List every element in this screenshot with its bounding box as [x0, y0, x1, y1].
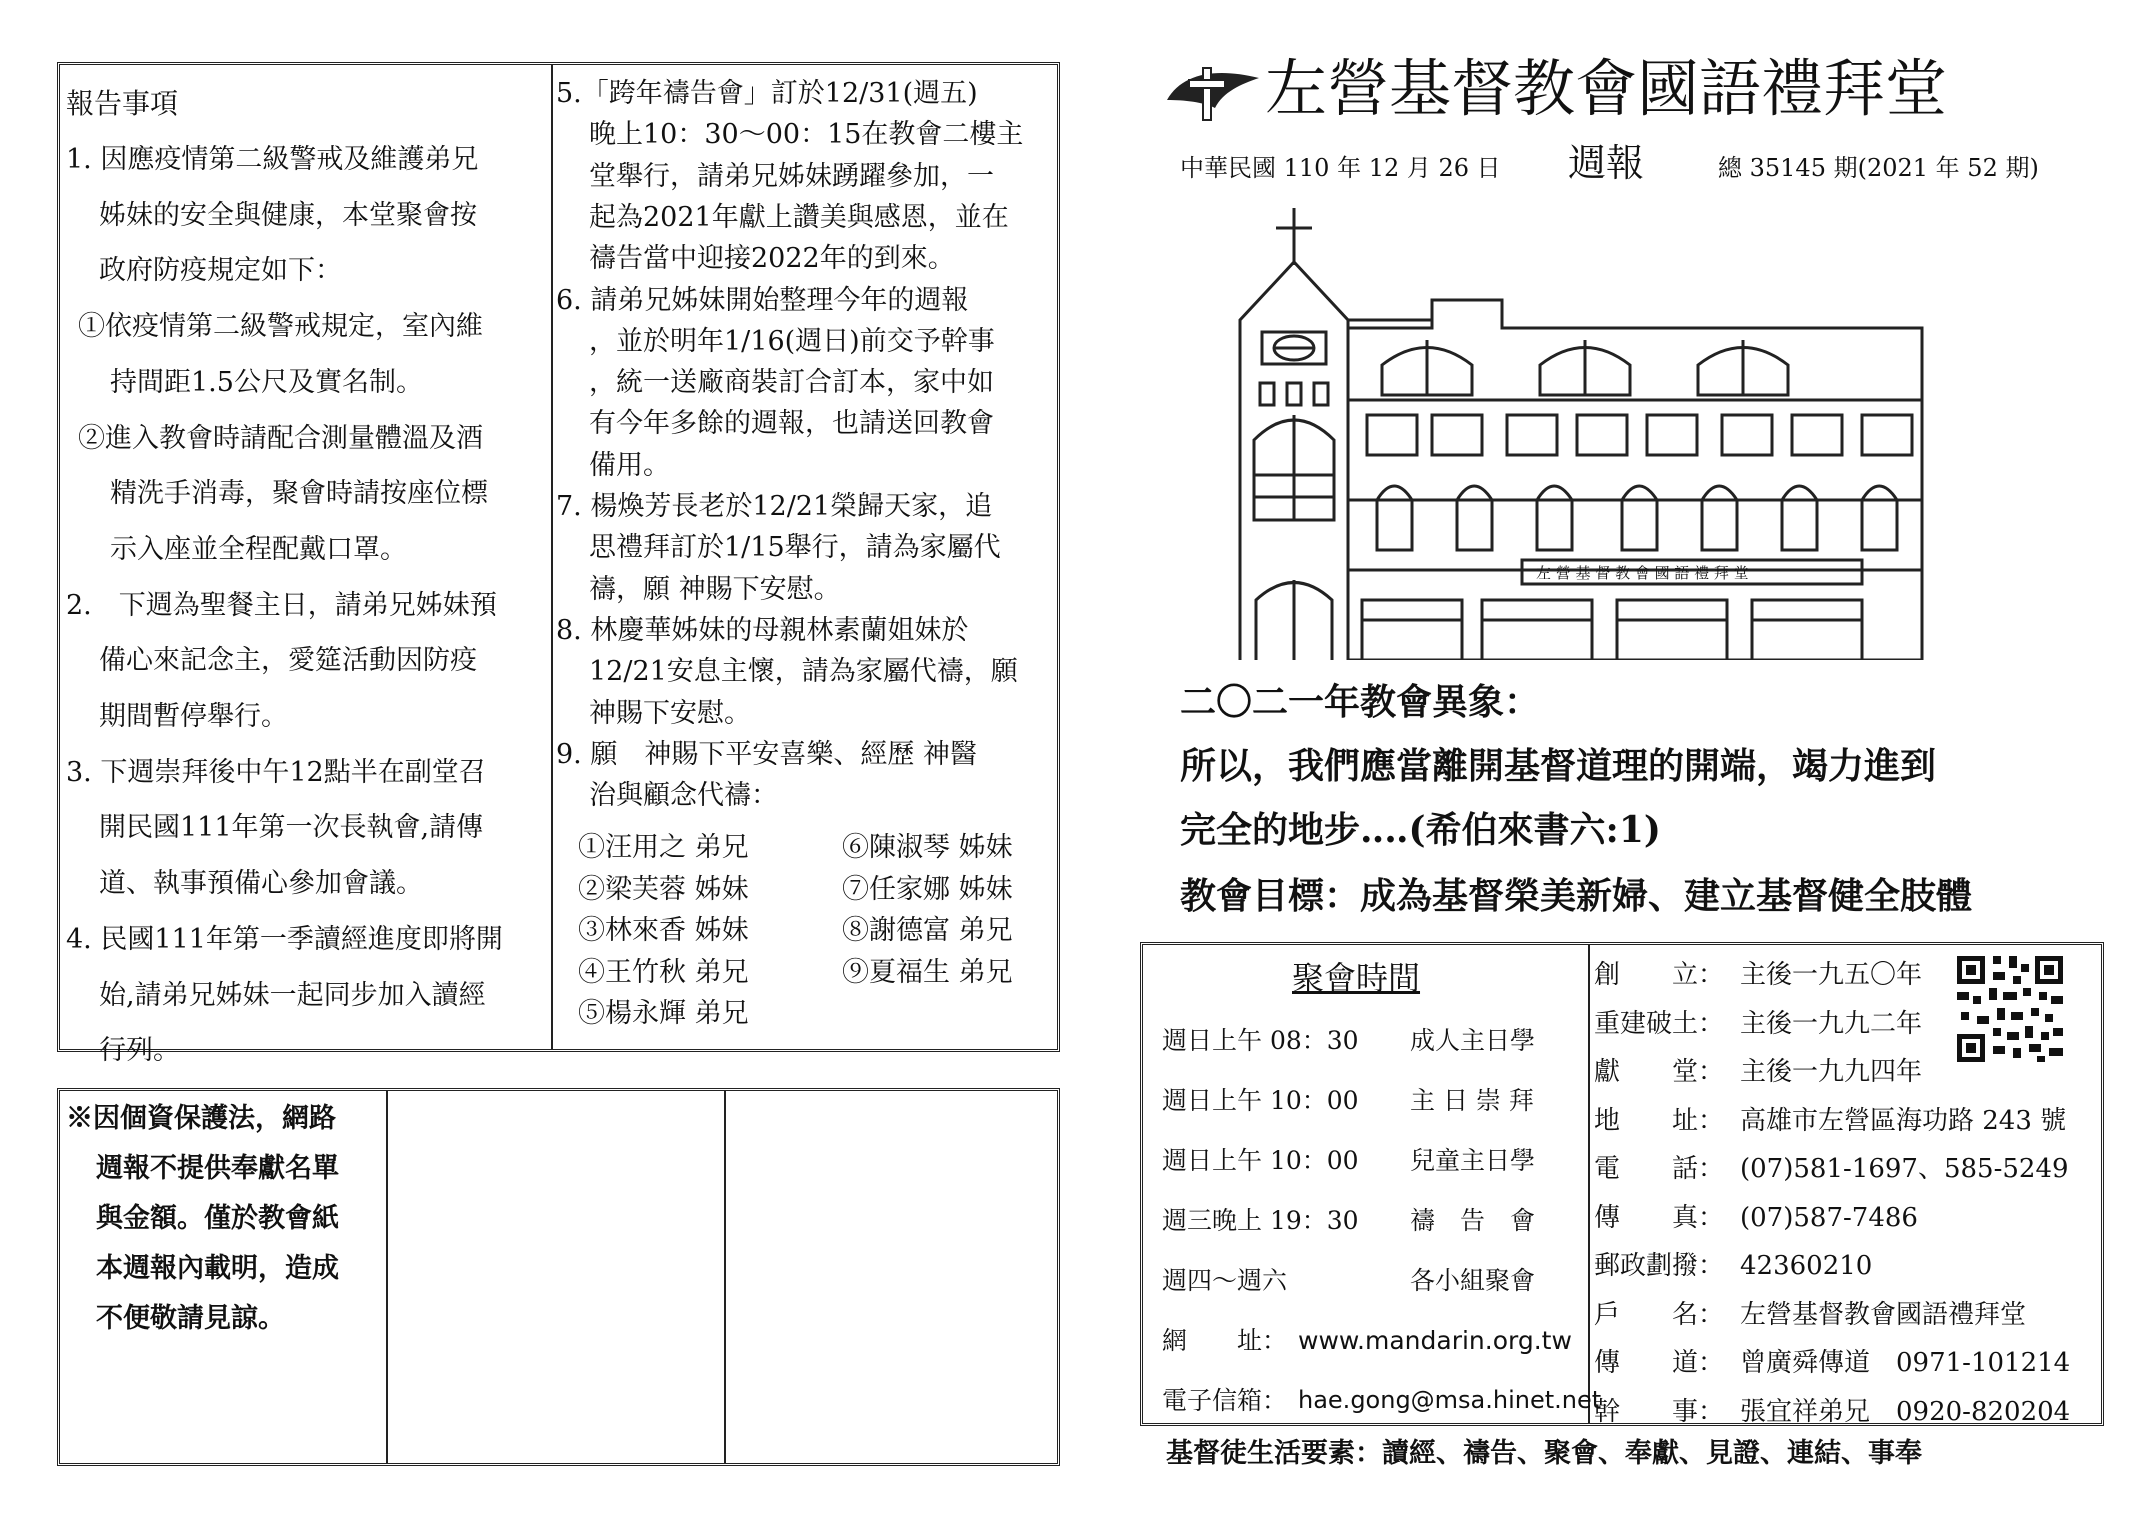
info-value: 高雄市左營區海功路 243 號 — [1740, 1105, 2067, 1136]
meeting-name: 主 日 崇 拜 — [1410, 1086, 1534, 1115]
announcement-line: 6. 請弟兄姊妹開始整理今年的週報 — [556, 284, 969, 316]
email-link[interactable]: hae.gong@msa.hinet.net — [1298, 1386, 1602, 1414]
info-value: 主後一九九二年 — [1740, 1008, 1923, 1039]
prayer-name: ⑥陳淑琴 姊妹 — [842, 832, 1013, 863]
info-label: 傳 真： — [1594, 1202, 1725, 1233]
announcement-line: 神賜下安慰。 — [589, 697, 751, 729]
info-label: 郵政劃撥： — [1594, 1251, 1725, 1281]
info-label: 獻 堂： — [1594, 1057, 1725, 1087]
vision-verse-line-2: 完全的地步‥‥(希伯來書六:1) — [1180, 809, 1661, 851]
announcements-divider — [551, 65, 553, 1049]
prayer-name: ⑦任家娜 姊妹 — [842, 873, 1013, 905]
christian-life-essentials: 基督徒生活要素：讀經、禱告、聚會、奉獻、見證、連結、事奉 — [1166, 1438, 1922, 1469]
announcement-line: 2. 下週為聖餐主日，請弟兄姊妹預 — [66, 589, 497, 621]
vision-verse-line-1: 所以，我們應當離開基督道理的開端，竭力進到 — [1180, 745, 1937, 787]
announcement-line: 治與顧念代禱： — [589, 780, 778, 812]
prayer-name: ①汪用之 弟兄 — [578, 832, 749, 863]
announcement-line: 禱告當中迎接2022年的到來。 — [589, 243, 955, 275]
bulletin-issue: 總 35145 期(2021 年 52 期) — [1718, 154, 2039, 182]
announcement-line: 3. 下週崇拜後中午12點半在副堂召 — [66, 756, 486, 788]
meeting-name: 兒童主日學 — [1410, 1146, 1536, 1175]
church-building-illustration — [1232, 200, 2002, 660]
offering-divider-1 — [386, 1091, 388, 1463]
privacy-note-line: 本週報內載明，造成 — [96, 1253, 339, 1284]
meeting-time: 週日上午 10：00 — [1162, 1086, 1359, 1115]
info-value: 曾廣舜傳道 0971-101214 — [1740, 1348, 2071, 1378]
meeting-name: 各小組聚會 — [1410, 1266, 1536, 1295]
announcement-line: 道、執事預備心參加會議。 — [99, 868, 423, 900]
offering-divider-2 — [724, 1091, 726, 1463]
privacy-note-line: 與金額。僅於教會紙 — [96, 1203, 339, 1234]
prayer-name: ⑧謝德富 弟兄 — [842, 915, 1013, 946]
info-label: 傳 道： — [1594, 1348, 1725, 1378]
announcement-line: 政府防疫規定如下： — [99, 255, 342, 287]
info-value: 左營基督教會國語禮拜堂 — [1740, 1299, 2027, 1330]
prayer-name: ⑨夏福生 弟兄 — [842, 956, 1013, 988]
info-value: 主後一九九四年 — [1740, 1057, 1923, 1087]
privacy-note-line: ※因個資保護法，網路 — [66, 1103, 336, 1134]
info-value: 主後一九五〇年 — [1740, 960, 1923, 990]
announcement-line: 起為2021年獻上讚美與感恩，並在 — [589, 201, 1009, 233]
email-label: 電子信箱： — [1162, 1386, 1288, 1415]
announcement-line: 思禮拜訂於1/15舉行，請為家屬代 — [589, 532, 1001, 564]
meeting-time: 週日上午 08：30 — [1162, 1026, 1359, 1055]
info-label: 地 址： — [1594, 1105, 1725, 1136]
info-value: (07)581-1697、585-5249 — [1740, 1154, 2069, 1184]
announcement-line: 9. 願 神賜下平安喜樂、經歷 神醫 — [556, 738, 977, 770]
meeting-name: 成人主日學 — [1410, 1026, 1536, 1055]
info-value: 張宜祥弟兄 0920-820204 — [1740, 1396, 2071, 1427]
prayer-name: ④王竹秋 弟兄 — [578, 956, 749, 988]
announcement-line: ②進入教會時請配合測量體溫及酒 — [78, 422, 483, 454]
info-label: 重建破土： — [1594, 1008, 1725, 1039]
info-value: (07)587-7486 — [1740, 1202, 1918, 1233]
meeting-time: 週三晚上 19：30 — [1162, 1206, 1359, 1235]
website-link[interactable]: www.mandarin.org.tw — [1298, 1326, 1572, 1355]
announcement-line: 1. 因應疫情第二級警戒及維護弟兄 — [66, 144, 479, 175]
meeting-time: 週日上午 10：00 — [1162, 1146, 1359, 1175]
announcement-line: 姊妹的安全與健康，本堂聚會按 — [99, 199, 477, 231]
bulletin-date: 中華民國 110 年 12 月 26 日 — [1180, 154, 1501, 182]
meeting-times-title: 聚會時間 — [1292, 959, 1421, 997]
building-sign-text: 左 營 基 督 教 會 國 語 禮 拜 堂 — [1536, 564, 1749, 582]
privacy-note-line: 週報不提供奉獻名單 — [96, 1153, 339, 1184]
announcement-line: 始,請弟兄姊妹一起同步加入讀經 — [99, 979, 486, 1011]
announcement-line: ，並於明年1/16(週日)前交予幹事 — [589, 325, 995, 357]
church-goal: 教會目標：成為基督榮美新婦、建立基督健全肢體 — [1180, 875, 1973, 917]
announcement-line: 5.「跨年禱告會」訂於12/31(週五) — [556, 78, 978, 109]
info-label: 創 立： — [1594, 960, 1725, 990]
meeting-time: 週四～週六 — [1162, 1266, 1288, 1295]
info-value: 42360210 — [1740, 1251, 1873, 1281]
privacy-note-line: 不便敬請見諒。 — [96, 1303, 285, 1334]
prayer-name: ②梁芙蓉 姊妹 — [578, 873, 749, 905]
info-label: 電 話： — [1594, 1154, 1725, 1184]
announcement-line: 7. 楊煥芳長老於12/21榮歸天家，追 — [556, 491, 993, 522]
announcement-line: 精洗手消毒，聚會時請按座位標 — [110, 478, 488, 510]
announcement-line: ①依疫情第二級警戒規定，室內維 — [78, 311, 483, 343]
meeting-name: 禱 告 會 — [1410, 1206, 1536, 1235]
announcement-line: 4. 民國111年第一季讀經進度即將開 — [66, 923, 503, 955]
announcement-line: 堂舉行，請弟兄姊妹踴躍參加，一 — [589, 160, 994, 192]
meeting-info-divider — [1588, 945, 1590, 1423]
info-label: 戶 名： — [1594, 1299, 1725, 1330]
announcements-heading: 報告事項 — [66, 87, 179, 120]
announcement-line: ，統一送廠商裝訂合訂本，家中如 — [589, 367, 994, 399]
qr-code-icon[interactable] — [1953, 952, 2067, 1066]
church-name: 左營基督教會國語禮拜堂 — [1265, 52, 1948, 125]
announcement-line: 12/21安息主懷，請為家屬代禱，願 — [589, 656, 1018, 688]
announcement-line: 備用。 — [589, 449, 670, 481]
prayer-name: ③林來香 姊妹 — [578, 915, 749, 946]
vision-title: 二〇二一年教會異象： — [1180, 681, 1541, 723]
bulletin-title: 週報 — [1568, 141, 1645, 185]
announcement-line: 禱，願 神賜下安慰。 — [589, 573, 841, 605]
announcement-line: 開民國111年第一次長執會,請傳 — [99, 812, 484, 844]
website-label: 網 址： — [1162, 1326, 1288, 1355]
announcement-line: 晚上10：30～00：15在教會二樓主 — [589, 119, 1024, 151]
announcement-line: 8. 林慶華姊妹的母親林素蘭姐妹於 — [556, 614, 969, 646]
announcement-line: 行列。 — [99, 1035, 180, 1067]
church-logo-icon — [1163, 62, 1263, 122]
announcement-line: 持間距1.5公尺及實名制。 — [110, 366, 423, 398]
announcement-line: 備心來記念主，愛筵活動因防疫 — [99, 645, 477, 677]
prayer-name: ⑤楊永輝 弟兄 — [578, 998, 749, 1029]
announcement-line: 有今年多餘的週報，也請送回教會 — [589, 408, 994, 440]
info-label: 幹 事： — [1594, 1396, 1725, 1427]
announcement-line: 期間暫停舉行。 — [99, 701, 288, 732]
announcement-line: 示入座並全程配戴口罩。 — [110, 533, 407, 565]
